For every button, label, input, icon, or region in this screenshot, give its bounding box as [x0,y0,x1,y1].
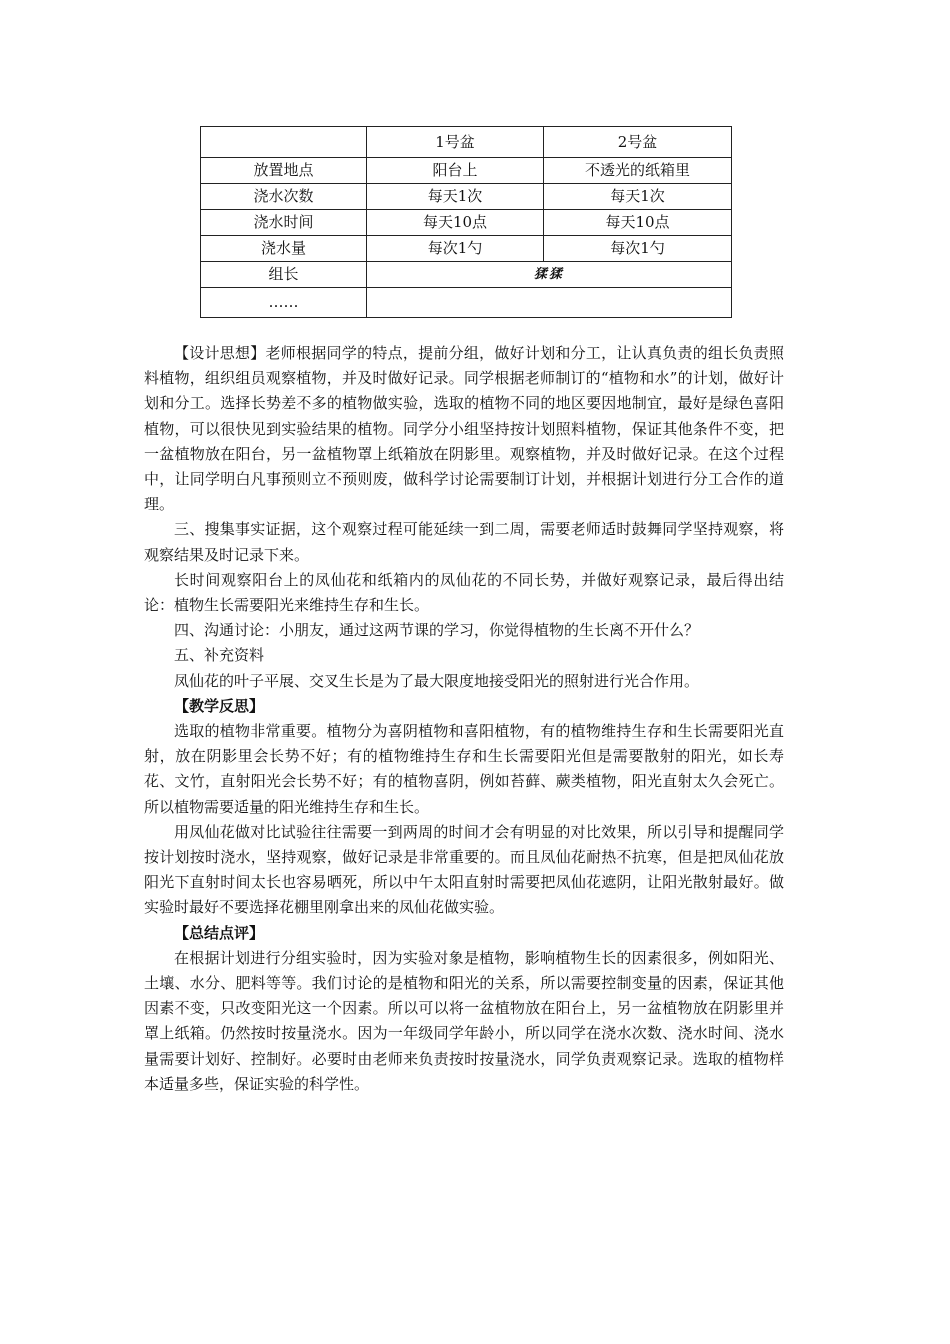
table-row [201,210,732,236]
table-row-ellipsis [201,288,732,318]
table-cell: 阳台上 [367,158,544,184]
row-label: 组长 [201,262,367,288]
table-cell: 每次1勺 [367,236,544,262]
document-body [144,341,784,1097]
supplement-paragraph: 凤仙花的叶子平展、交叉生长是为了最大限度地接受阳光的照射进行光合作用。 [174,671,700,690]
table-cell: 每天1次 [544,184,732,210]
table-cell: 每天10点 [544,210,732,236]
table-row [201,236,732,262]
table-cell: 每天10点 [367,210,544,236]
reflection-paragraph-1: 选取的植物非常重要。植物分为喜阴植物和喜阳植物，有的植物维持生存和生长需要阳光直射，放在阴影里会长势不好；有的植物维持生存和生长需要阳光但是需要散射的阳光，如长寿花、文竹，直射阳光会长势不好；有的植物喜阴，例如苔藓、蕨类植物，阳光直射太久会死亡。所以植物需要适量的阳光维持生存和生长。 [144,722,784,816]
row-label: 浇水量 [201,236,367,262]
design-thought-paragraph: 【设计思想】老师根据同学的特点，提前分组，做好计划和分工，让认真负责的组长负责照料植物，组织组员观察植物，并及时做好记录。同学根据老师制订的“植物和水”的计划，做好计划和分工。选择长势差不多的植物做实验，选取的植物不同的地区要因地制宜，最好是绿色喜阳植物，可以很快见到实验结果的植物。同学分小组坚持按计划照料植物，保证其他条件不变，把一盆植物放在阳台，另一盆植物罩上纸箱放在阴影里。观察植物，并及时做好记录。在这个过程中，让同学明白凡事预则立不预则废，做科学讨论需要制订计划，并根据计划进行分工合作的道理。 [144,344,784,514]
table-cell: 每天1次 [367,184,544,210]
table-header-cell [201,127,367,158]
table-row [201,158,732,184]
table-cell: 每次1勺 [544,236,732,262]
table-row [201,184,732,210]
step-four-paragraph: 四、沟通讨论：小朋友，通过这两节课的学习，你觉得植物的生长离不开什么？ [174,621,700,640]
row-label: 浇水时间 [201,210,367,236]
summary-paragraph: 在根据计划进行分组实验时，因为实验对象是植物，影响植物生长的因素很多，例如阳光、土壤、水分、肥料等等。我们讨论的是植物和阳光的关系，所以需要控制变量的因素，保证其他因素不变，只改变阳光这一个因素。所以可以将一盆植物放在阳台上，另一盆植物放在阴影里并罩上纸箱。仍然按时按量浇水。因为一年级同学年龄小，所以同学在浇水次数、浇水时间、浇水量需要计划好、控制好。必要时由老师来负责按时按量浇水，同学负责观察记录。选取的植物样本适量多些，保证实验的科学性。 [144,948,784,1093]
reflection-heading: 【教学反思】 [174,696,265,715]
observation-paragraph: 长时间观察阳台上的凤仙花和纸箱内的凤仙花的不同长势，并做好观察记录，最后得出结论：植物生长需要阳光来维持生存和生长。 [144,570,784,615]
empty-cell [367,288,732,318]
reflection-paragraph-2: 用凤仙花做对比试验往往需要一到两周的时间才会有明显的对比效果，所以引导和提醒同学按计划按时浇水，坚持观察，做好记录是非常重要的。而且凤仙花耐热不抗寒，但是把凤仙花放阳光下直射时间太长也容易晒死，所以中午太阳直射时需要把凤仙花遮阴，让阳光散射最好。做实验时最好不要选择花棚里刚拿出来的凤仙花做实验。 [144,822,784,917]
plan-table [200,126,732,318]
table-row-leader [201,262,732,288]
row-label: 浇水次数 [201,184,367,210]
step-five-heading: 五、补充资料 [174,646,265,665]
row-label: 放置地点 [201,158,367,184]
summary-heading: 【总结点评】 [174,923,265,942]
step-three-paragraph: 三、搜集事实证据，这个观察过程可能延续一到二周，需要老师适时鼓舞同学坚持观察，将观察结果及时记录下来。 [144,520,784,564]
leader-signature: 猱猱 [367,262,732,288]
ellipsis-cell: …… [201,288,367,318]
table-cell: 不透光的纸箱里 [544,158,732,184]
table-header-cell: 2号盆 [544,127,732,158]
table-header-row [201,127,732,158]
table-header-cell: 1号盆 [367,127,544,158]
